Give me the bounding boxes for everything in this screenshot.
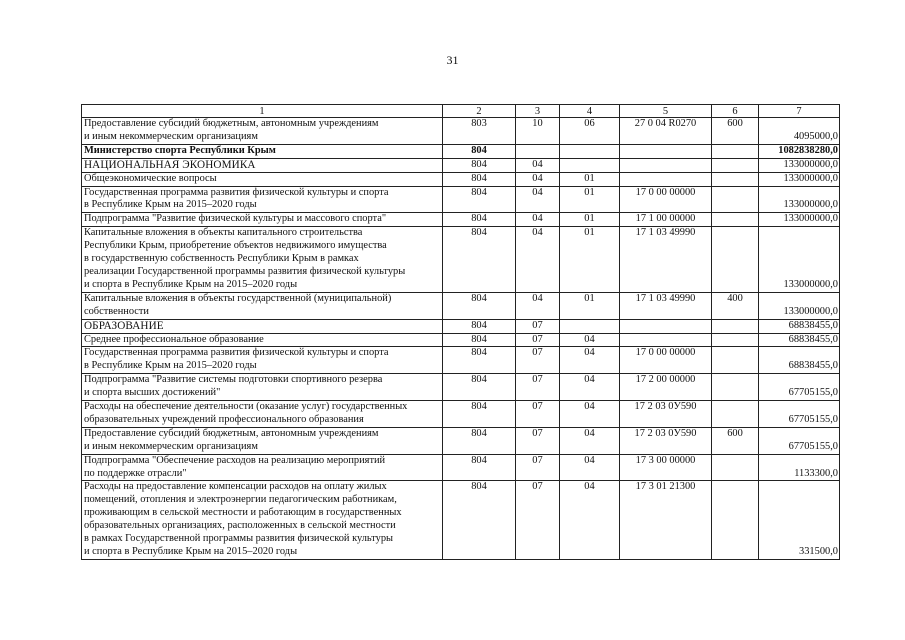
item-name-cell [82,144,443,158]
ministry-code-cell: 804 [443,374,516,401]
header-cell-6: 6 [712,105,759,118]
subsection-cell: 04 [560,347,620,374]
table-row [82,213,840,227]
ministry-code-cell: 804 [443,292,516,319]
ministry-code-cell: 804 [443,186,516,213]
ministry-code-cell: 804 [443,427,516,454]
section-cell: 04 [516,186,560,213]
expense-type-cell [712,454,759,481]
item-name-line: и спорта в Республике Крым на 2015–2020 годы [84,546,298,557]
subsection-cell: 04 [560,401,620,428]
section-cell: 07 [516,333,560,347]
item-name-line: Государственная программа развития физической культуры и спорта [84,186,389,198]
section-cell: 07 [516,454,560,481]
item-name-line: Расходы на предоставление компенсации расходов на оплату жилых [84,481,387,493]
header-cell-7: 7 [759,105,840,118]
target-article-cell: 17 2 00 00000 [620,374,712,401]
amount-cell: 68838455,0 [759,347,840,374]
expense-type-cell [712,401,759,428]
table-row [82,347,840,374]
item-name-line: помещений, отопления и электроэнергии педагогическим работникам, [84,494,397,506]
item-name-line: и иным некоммерческим организациям [84,440,258,452]
item-name-line: Подпрограмма "Развитие системы подготовки спортивного резерва [84,374,383,386]
section-cell: 07 [516,347,560,374]
target-article-cell: 17 2 03 0У590 [620,427,712,454]
subsection-cell [560,158,620,172]
item-name-line: образовательных учреждений профессионального образования [84,413,364,425]
target-article-cell [620,158,712,172]
item-name-line: Предоставление субсидий бюджетным, автономным учреждениям [84,118,379,129]
expense-type-cell [712,186,759,213]
item-name-line: проживающим в сельской местности и работающим в государственных [84,507,402,519]
item-name-line: Государственная программа развития физической культуры и спорта [84,347,389,359]
section-cell: 07 [516,401,560,428]
table-row [82,227,840,293]
header-cell-5: 5 [620,105,712,118]
item-name-line: Республики Крым, приобретение объектов недвижимого имущества [84,240,387,252]
section-cell: 04 [516,172,560,186]
target-article-cell: 17 3 01 21300 [620,481,712,559]
target-article-cell: 17 1 00 00000 [620,213,712,227]
subsection-cell: 04 [560,454,620,481]
target-article-cell: 17 0 00 00000 [620,186,712,213]
table-row [82,186,840,213]
subsection-cell: 01 [560,213,620,227]
expense-type-cell: 400 [712,292,759,319]
item-name-cell [82,333,443,347]
expense-type-cell [712,319,759,333]
target-article-cell [620,172,712,186]
item-name-cell [82,481,443,559]
expense-type-cell [712,158,759,172]
ministry-code-cell: 804 [443,319,516,333]
table-row [82,172,840,186]
amount-cell: 67705155,0 [759,427,840,454]
table-row [82,454,840,481]
amount-cell: 68838455,0 [759,333,840,347]
item-name-line: ОБРАЗОВАНИЕ [84,319,164,332]
item-name-line: Капитальные вложения в объекты капитального строительства [84,227,363,239]
section-cell: 04 [516,227,560,293]
expense-type-cell [712,374,759,401]
expense-type-cell [712,481,759,559]
item-name-cell [82,292,443,319]
table-row [82,481,840,559]
amount-cell: 133000000,0 [759,292,840,319]
expense-type-cell [712,213,759,227]
expense-type-cell: 600 [712,118,759,145]
target-article-cell: 17 1 03 49990 [620,292,712,319]
subsection-cell [560,144,620,158]
table-row [82,144,840,158]
subsection-cell: 04 [560,333,620,347]
item-name-cell [82,319,443,333]
item-name-line: Подпрограмма "Обеспечение расходов на реализацию мероприятий [84,454,386,466]
ministry-code-cell: 804 [443,333,516,347]
item-name-line: НАЦИОНАЛЬНАЯ ЭКОНОМИКА [84,158,256,171]
section-cell: 07 [516,427,560,454]
table-row [82,118,840,145]
expense-type-cell [712,172,759,186]
expense-type-cell: 600 [712,427,759,454]
ministry-code-cell: 804 [443,172,516,186]
table-row [82,158,840,172]
section-cell: 04 [516,292,560,319]
target-article-cell: 27 0 04 R0270 [620,118,712,145]
header-cell-1: 1 [82,105,443,118]
amount-cell: 133000000,0 [759,186,840,213]
section-cell: 07 [516,481,560,559]
table-row [82,374,840,401]
section-cell: 04 [516,213,560,227]
subsection-cell: 01 [560,292,620,319]
item-name-cell [82,227,443,293]
item-name-line: собственности [84,305,149,317]
target-article-cell [620,319,712,333]
amount-cell: 133000000,0 [759,158,840,172]
item-name-line: Капитальные вложения в объекты государственной (муниципальной) [84,292,392,304]
item-name-line: и спорта в Республике Крым на 2015–2020 годы [84,278,298,290]
ministry-code-cell: 804 [443,227,516,293]
item-name-line: в Республике Крым на 2015–2020 годы [84,360,257,372]
amount-cell: 68838455,0 [759,319,840,333]
page-number: 31 [446,53,459,67]
ministry-code-cell: 803 [443,118,516,145]
ministry-code-cell: 804 [443,481,516,559]
subsection-cell: 04 [560,427,620,454]
amount-cell: 67705155,0 [759,374,840,401]
item-name-cell [82,213,443,227]
target-article-cell: 17 1 03 49990 [620,227,712,293]
ministry-code-cell: 804 [443,144,516,158]
item-name-cell [82,454,443,481]
table-row [82,292,840,319]
item-name-line: Министерство спорта Республики Крым [84,144,276,156]
header-cell-3: 3 [516,105,560,118]
expense-type-cell [712,144,759,158]
item-name-cell [82,172,443,186]
subsection-cell: 01 [560,186,620,213]
target-article-cell: 17 2 03 0У590 [620,401,712,428]
item-name-line: Расходы на обеспечение деятельности (оказание услуг) государственных [84,401,408,413]
ministry-code-cell: 804 [443,158,516,172]
table-row [82,333,840,347]
amount-cell: 67705155,0 [759,401,840,428]
table-row [82,427,840,454]
expense-type-cell [712,347,759,374]
target-article-cell: 17 0 00 00000 [620,347,712,374]
item-name-line: в Республике Крым на 2015–2020 годы [84,199,257,211]
header-row [82,105,840,118]
target-article-cell [620,144,712,158]
header-cell-4: 4 [560,105,620,118]
item-name-cell [82,427,443,454]
amount-cell: 133000000,0 [759,172,840,186]
amount-cell: 331500,0 [759,481,840,559]
expense-type-cell [712,227,759,293]
subsection-cell: 01 [560,227,620,293]
amount-cell: 4095000,0 [759,118,840,145]
ministry-code-cell: 804 [443,347,516,374]
amount-cell: 1133300,0 [759,454,840,481]
item-name-line: реализации Государственной программы развития физической культуры [84,265,406,277]
subsection-cell: 01 [560,172,620,186]
subsection-cell: 06 [560,118,620,145]
item-name-line: в рамках Государственной программы развития физической культуры [84,533,394,545]
section-cell: 04 [516,158,560,172]
expense-type-cell [712,333,759,347]
item-name-line: Среднее профессиональное образование [84,333,264,345]
subsection-cell [560,319,620,333]
item-name-line: и иным некоммерческим организациям [84,130,258,142]
section-cell: 07 [516,319,560,333]
subsection-cell: 04 [560,374,620,401]
subsection-cell: 04 [560,481,620,559]
item-name-cell [82,401,443,428]
header-cell-2: 2 [443,105,516,118]
target-article-cell: 17 3 00 00000 [620,454,712,481]
item-name-line: Подпрограмма "Развитие физической культуры и массового спорта" [84,213,387,225]
ministry-code-cell: 804 [443,401,516,428]
item-name-cell [82,158,443,172]
ministry-code-cell: 804 [443,454,516,481]
item-name-line: Общеэкономические вопросы [84,172,217,184]
item-name-cell [82,374,443,401]
item-name-cell [82,347,443,374]
amount-cell: 133000000,0 [759,227,840,293]
table-row [82,319,840,333]
ministry-code-cell: 804 [443,213,516,227]
budget-table [81,104,840,560]
item-name-line: Предоставление субсидий бюджетным, автономным учреждениям [84,427,379,439]
item-name-cell [82,186,443,213]
item-name-line: образовательных организациях, расположенных в сельской местности [84,520,396,532]
target-article-cell [620,333,712,347]
amount-cell: 133000000,0 [759,213,840,227]
item-name-line: в государственную собственность Республики Крым в рамках [84,253,359,265]
item-name-line: и спорта высших достижений" [84,387,221,399]
amount-cell: 1082838280,0 [759,144,840,158]
section-cell: 07 [516,374,560,401]
section-cell: 10 [516,118,560,145]
item-name-cell [82,118,443,145]
item-name-line: по поддержке отрасли" [84,467,187,479]
table-row [82,401,840,428]
section-cell [516,144,560,158]
